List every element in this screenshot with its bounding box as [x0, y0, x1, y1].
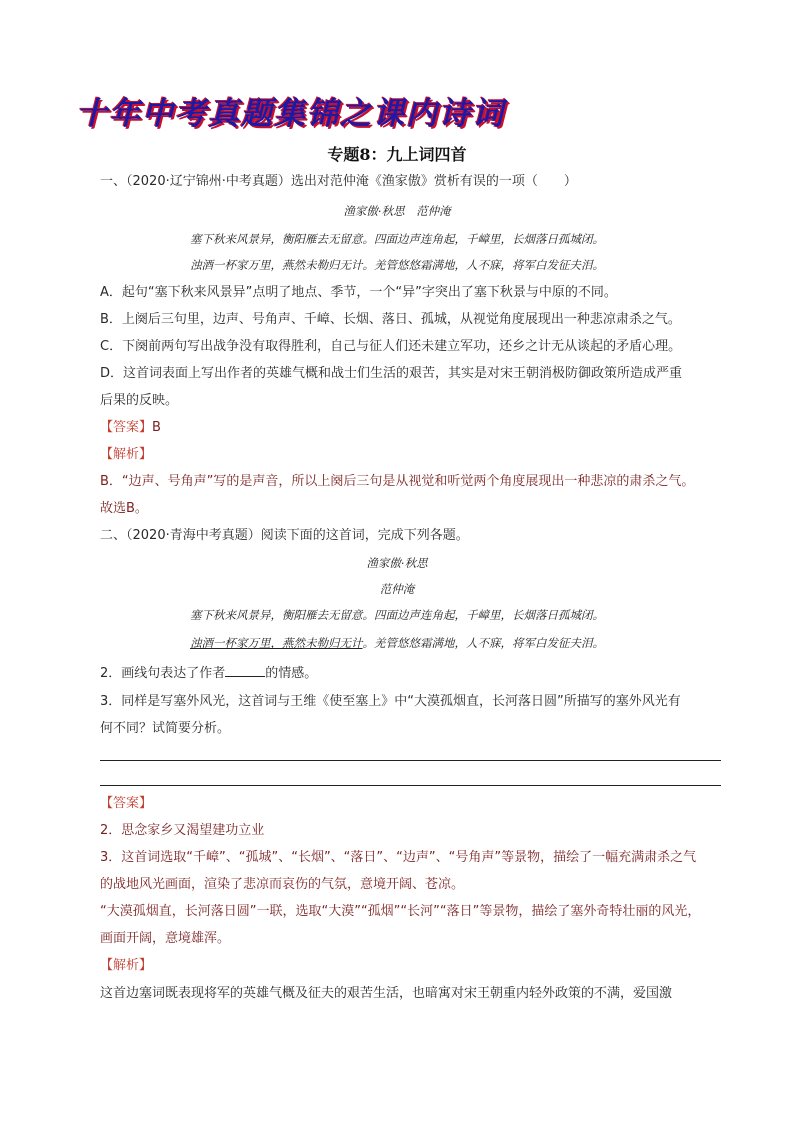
q2-poem-author: 范仲淹 — [379, 582, 415, 596]
q2-answer-3-line-3: “大漠孤烟直，长河落日圆”一联，选取“大漠”“孤烟”“长河”“落日”等景物，描绘了塞外奇特壮丽的风光， — [100, 904, 701, 919]
q1-answer-label: 【答案】 — [100, 420, 153, 435]
answer-line-1[interactable] — [100, 760, 721, 761]
q2-stem: 二、（2020·青海中考真题）阅读下面的这首词，完成下列各题。 — [100, 528, 469, 543]
q1-poem-title: 渔家傲·秋思 范仲淹 — [343, 204, 451, 218]
q1-answer-value: B — [152, 420, 161, 435]
q2-subquestion-3-line-2: 何不同？试简要分析。 — [100, 721, 231, 736]
q2-sub2-prefix: 2．画线句表达了作者 — [100, 666, 226, 681]
q1-option-c: C．下阕前两句写出战争没有取得胜利，自己与征人们还未建立军功，还乡之计无从谈起的矛盾心理。 — [100, 339, 682, 354]
q1-analysis-label: 【解析】 — [100, 447, 153, 462]
q2-answer-2: 2．思念家乡又渴望建功立业 — [100, 823, 265, 838]
q1-analysis-line-1: B．“边声、号角声”写的是声音，所以上阕后三句是从视觉和听觉两个角度展现出一种悲凉的肃杀之气。 — [100, 474, 695, 489]
q2-sub2-suffix: 的情感。 — [265, 666, 318, 681]
q2-poem-line-1: 塞下秋来风景异，衡阳雁去无留意。四面边声连角起，千嶂里，长烟落日孤城闭。 — [190, 608, 604, 622]
q2-answer-3-line-4: 画面开阔，意境雄浑。 — [100, 931, 231, 946]
topic-title: 专题8：九上词四首 — [327, 145, 467, 164]
q2-poem-line-2 — [0, 632, 794, 654]
q1-poem-line-2: 浊酒一杯家万里，燕然未勒归无计。羌管悠悠霜满地，人不寐，将军白发征夫泪。 — [190, 258, 604, 272]
answer-line-2[interactable] — [100, 785, 721, 786]
q2-subquestion-3-line-1: 3．同样是写塞外风光，这首词与王维《使至塞上》中“大漠孤烟直，长河落日圆”所描写的塞外风光有 — [100, 694, 681, 709]
q1-option-a: A．起句“塞下秋来风景异”点明了地点、季节，一个“异”字突出了塞下秋景与中原的不同。 — [100, 285, 617, 300]
q2-subquestion-2 — [100, 660, 720, 688]
q2-analysis-line-1: 这首边塞词既表现将军的英雄气概及征夫的艰苦生活，也暗寓对宋王朝重内轻外政策的不满，爱国激 — [100, 986, 673, 1001]
q2-poem-title: 渔家傲·秋思 — [366, 556, 428, 570]
q1-stem: 一、（2020·辽宁锦州·中考真题）选出对范仲淹《渔家傲》赏析有误的一项（ ） — [100, 174, 577, 189]
answer-blank[interactable] — [225, 676, 265, 677]
q2-analysis-label: 【解析】 — [100, 958, 153, 973]
q2-underlined-line: 浊酒一杯家万里，燕然未勒归无计 — [190, 636, 363, 650]
q2-poem-line-2-rest: 。羌管悠悠霜满地，人不寐，将军白发征夫泪。 — [362, 636, 604, 650]
q1-answer — [100, 414, 720, 442]
q1-option-b: B．上阕后三句里，边声、号角声、千嶂、长烟、落日、孤城，从视觉角度展现出一种悲凉肃杀之气。 — [100, 312, 681, 327]
q1-option-d-line-1: D．这首词表面上写出作者的英雄气概和战士们生活的艰苦，其实是对宋王朝消极防御政策所造成严重 — [100, 366, 683, 381]
q2-answer-3-line-1: 3．这首词选取“千嶂”、“孤城”、“长烟”、“落日”、“边声”、“号角声”等景物，描绘了一幅充满肃杀之气 — [100, 850, 697, 865]
q2-answer-label: 【答案】 — [100, 796, 153, 811]
q1-option-d-line-2: 后果的反映。 — [100, 393, 179, 408]
q1-analysis-line-2: 故选B。 — [100, 501, 148, 516]
q2-answer-3-line-2: 的战地风光画面，渲染了悲凉而哀伤的气氛，意境开阔、苍凉。 — [100, 877, 465, 892]
q1-poem-line-1: 塞下秋来风景异，衡阳雁去无留意。四面边声连角起，千嶂里，长烟落日孤城闭。 — [190, 232, 604, 246]
series-banner: 十年中考真题集锦之课内诗词 — [76, 96, 505, 132]
